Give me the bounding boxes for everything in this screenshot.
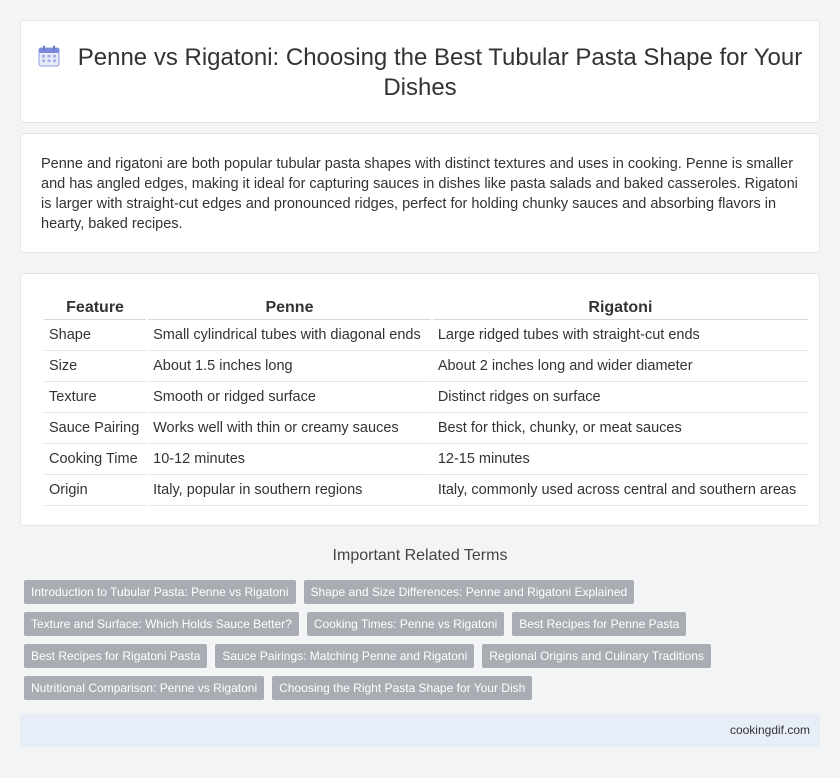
tag-row <box>24 676 724 708</box>
related-term-tag[interactable]: Texture and Surface: Which Holds Sauce Better? <box>24 612 299 636</box>
table-cell: Best for thick, chunky, or meat sauces <box>433 413 808 444</box>
table-cell: Large ridged tubes with straight-cut ends <box>433 320 808 351</box>
footer <box>20 714 820 747</box>
table-cell: Shape <box>44 320 146 351</box>
table-header-row <box>44 296 808 320</box>
table-cell: Texture <box>44 382 146 413</box>
table-cell: Cooking Time <box>44 444 146 475</box>
footer-site-link[interactable]: cookingdif.com <box>729 723 810 737</box>
related-term-tag[interactable]: Sauce Pairings: Matching Penne and Rigatoni <box>215 644 474 668</box>
table-header-rigatoni: Rigatoni <box>433 296 808 320</box>
table-row <box>44 444 808 475</box>
related-terms-title: Important Related Terms <box>332 547 508 564</box>
related-term-tag[interactable]: Cooking Times: Penne vs Rigatoni <box>307 612 504 636</box>
related-term-tag[interactable]: Nutritional Comparison: Penne vs Rigatoni <box>24 676 264 700</box>
table-cell: 10-12 minutes <box>148 444 431 475</box>
table-row <box>44 320 808 351</box>
calendar-icon <box>38 45 60 67</box>
intro-card <box>20 133 820 253</box>
table-cell: 12-15 minutes <box>433 444 808 475</box>
related-term-tag[interactable]: Regional Origins and Culinary Traditions <box>482 644 711 668</box>
table-cell: Works well with thin or creamy sauces <box>148 413 431 444</box>
related-term-tag[interactable]: Best Recipes for Penne Pasta <box>512 612 686 636</box>
related-term-tag[interactable]: Choosing the Right Pasta Shape for Your Dish <box>272 676 532 700</box>
related-term-tag[interactable]: Best Recipes for Rigatoni Pasta <box>24 644 207 668</box>
page-title: Penne vs Rigatoni: Choosing the Best Tubular Pasta Shape for Your Dishes <box>77 44 803 101</box>
related-term-tag[interactable]: Shape and Size Differences: Penne and Rigatoni Explained <box>304 580 635 604</box>
comparison-table <box>42 296 810 506</box>
table-cell: Size <box>44 351 146 382</box>
table-cell: Distinct ridges on surface <box>433 382 808 413</box>
header-card <box>20 20 820 123</box>
table-cell: Smooth or ridged surface <box>148 382 431 413</box>
tag-row <box>24 612 724 644</box>
table-header-feature: Feature <box>44 296 146 320</box>
table-row <box>44 475 808 506</box>
related-term-tag[interactable]: Introduction to Tubular Pasta: Penne vs Rigatoni <box>24 580 296 604</box>
table-cell: About 2 inches long and wider diameter <box>433 351 808 382</box>
table-cell: Italy, popular in southern regions <box>148 475 431 506</box>
table-cell: Italy, commonly used across central and southern areas <box>433 475 808 506</box>
table-cell: Small cylindrical tubes with diagonal ends <box>148 320 431 351</box>
table-header-penne: Penne <box>148 296 431 320</box>
table-row <box>44 382 808 413</box>
tag-row <box>24 580 724 612</box>
table-cell: Origin <box>44 475 146 506</box>
related-terms-tags <box>24 580 724 708</box>
table-cell: About 1.5 inches long <box>148 351 431 382</box>
tag-row <box>24 644 724 676</box>
comparison-table-card <box>20 273 820 526</box>
table-row <box>44 351 808 382</box>
table-row <box>44 413 808 444</box>
intro-paragraph: Penne and rigatoni are both popular tubular pasta shapes with distinct textures and uses in cooking. Penne is smaller and has angled edges, making it ideal for capturing sauces in dishes like pasta salads and baked casseroles. Rigatoni is larger with straight-cut edges and pronounced ridges, perfect for holding chunky sauces and absorbing flavors in hearty, baked recipes. <box>41 156 798 232</box>
table-cell: Sauce Pairing <box>44 413 146 444</box>
page-title-wrap <box>21 43 819 103</box>
